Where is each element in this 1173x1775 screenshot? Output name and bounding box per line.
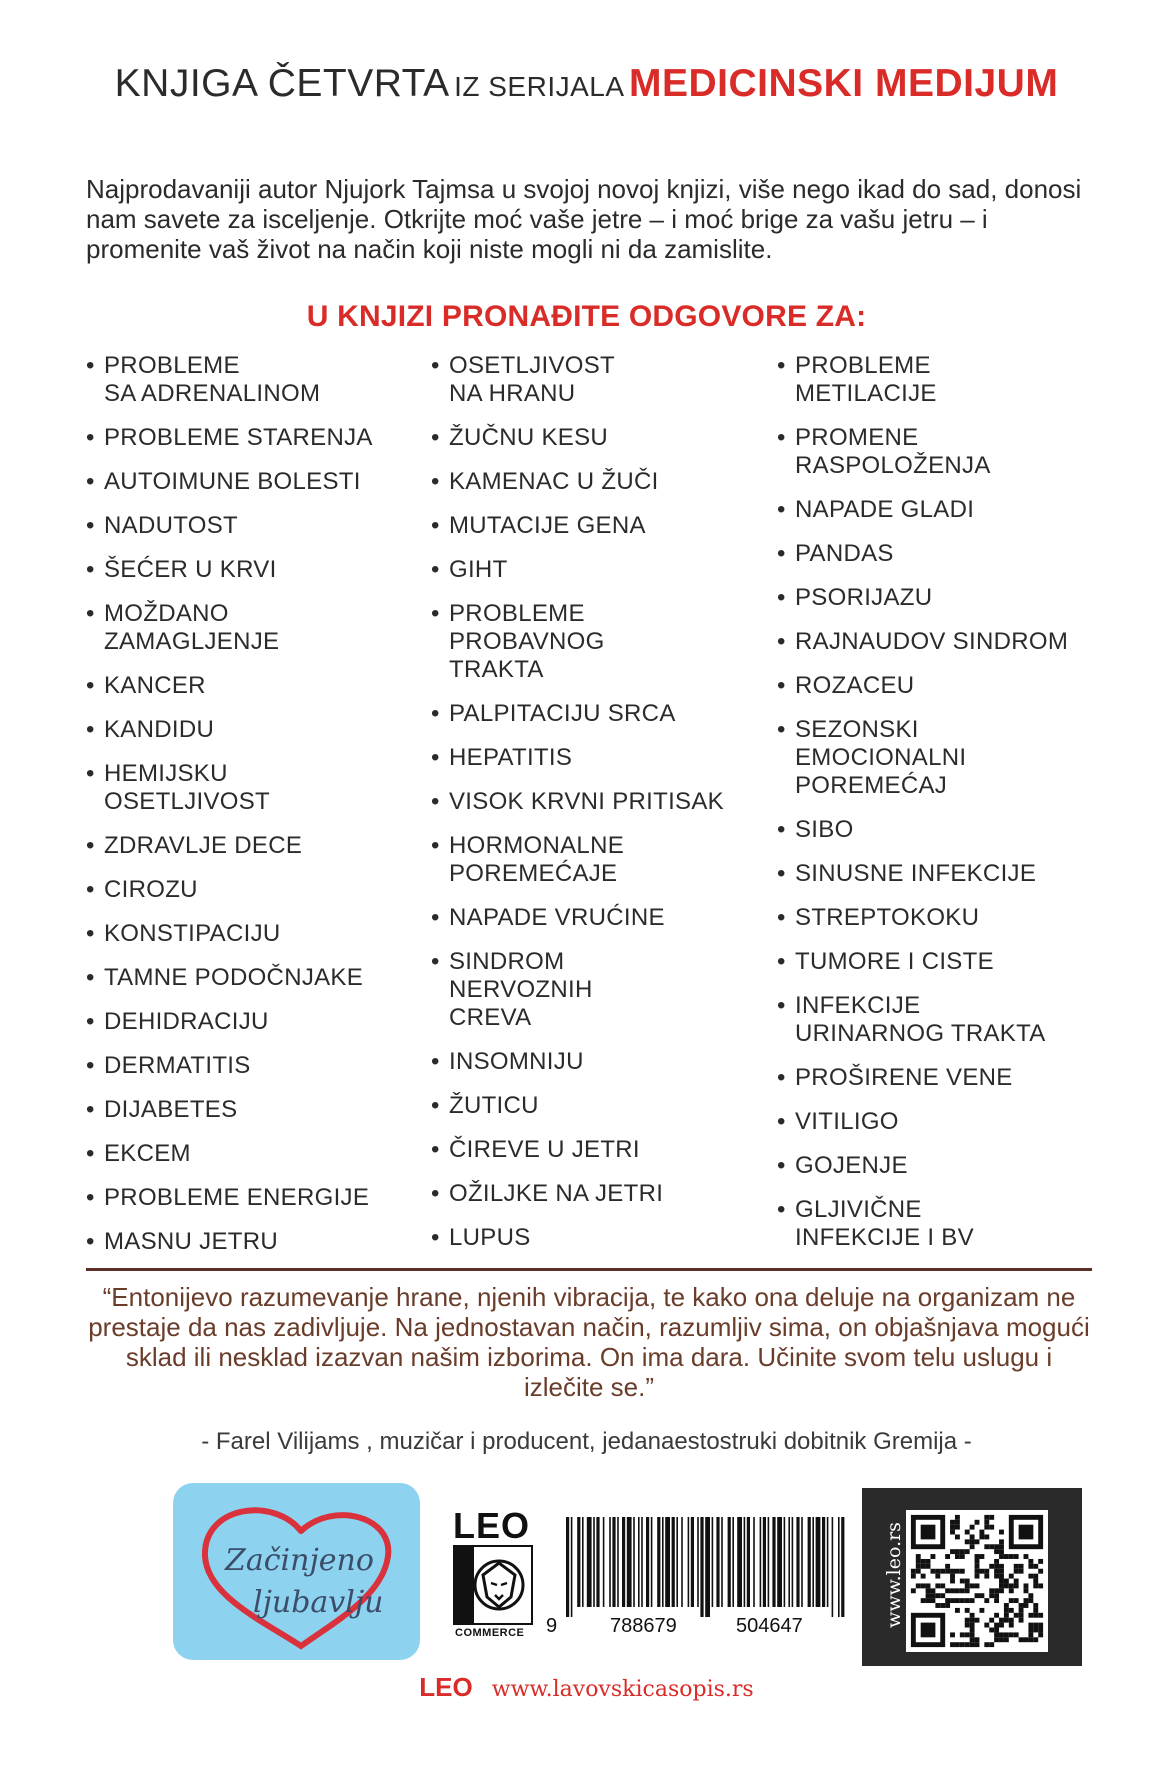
quote-attribution: - Farel Vilijams , muzičar i producent, jedanaestostruki dobitnik Gremija - (201, 1428, 972, 1455)
barcode-bar (808, 1517, 811, 1607)
topic-item: • CIROZU (86, 876, 416, 904)
barcode-bar (681, 1517, 683, 1607)
barcode-bar (582, 1517, 584, 1607)
barcode-bar (796, 1517, 799, 1607)
topic-item: • DIJABETES (86, 1096, 416, 1124)
barcode-bar (705, 1517, 710, 1617)
barcode-bar (700, 1517, 703, 1617)
barcode-left-digits: 788679 (610, 1615, 677, 1637)
barcode-bar (737, 1517, 742, 1607)
topics-column-1 (86, 352, 416, 1272)
barcode-bar (716, 1517, 719, 1607)
topic-item: • DERMATITIS (86, 1052, 416, 1080)
barcode-bar (641, 1517, 643, 1607)
barcode-bar (676, 1517, 678, 1607)
topic-item: • VISOK KRVNI PRITISAK (431, 788, 771, 816)
barcode-bar (822, 1517, 825, 1607)
barcode-bar (571, 1517, 573, 1617)
barcode-bar (760, 1517, 762, 1607)
topic-item: • PROŠIRENE VENE (777, 1064, 1157, 1092)
qr-code (906, 1510, 1048, 1652)
leo-commerce-logo (451, 1505, 537, 1645)
footer (0, 1672, 1173, 1703)
topic-item: • HORMONALNE POREMEĆAJE (431, 832, 771, 888)
barcode-bar (728, 1517, 731, 1607)
topic-item: • GIHT (431, 556, 771, 584)
topic-item: • TAMNE PODOČNJAKE (86, 964, 416, 992)
topic-item: • PROMENE RASPOLOŽENJA (777, 424, 1157, 480)
title-series-connector: IZ SERIJALA (454, 71, 625, 102)
barcode-bar (784, 1517, 786, 1607)
topic-item: • NAPADE GLADI (777, 496, 1157, 524)
topic-item: • MUTACIJE GENA (431, 512, 771, 540)
title-series-name: MEDICINSKI MEDIJUM (628, 62, 1059, 105)
topics-column-3 (777, 352, 1157, 1268)
barcode-right-digits: 504647 (736, 1615, 803, 1637)
logo-line-2: ljubavlju (253, 1585, 384, 1620)
topics-column-2 (431, 352, 771, 1268)
topic-item: • ROZACEU (777, 672, 1157, 700)
barcode-bar (566, 1517, 569, 1617)
barcode-bar (657, 1517, 660, 1607)
intro-paragraph: Najprodavaniji autor Njujork Tajmsa u svojoj novoj knjizi, više nego ikad do sad, donosi nam savete za isceljenje. Otkrijte moć vaše jetre – i moć brige za vašu jetru – i promenite vaš život na način koji niste mogli ni da zamislite. (86, 174, 1082, 264)
cover-title (0, 62, 1173, 106)
topic-item: • PSORIJAZU (777, 584, 1157, 612)
barcode-bar (662, 1517, 664, 1607)
topic-item: • KONSTIPACIJU (86, 920, 416, 948)
topic-item: • PALPITACIJU SRCA (431, 700, 771, 728)
topic-item: • ŽUTICU (431, 1092, 771, 1120)
isbn-barcode (546, 1517, 846, 1640)
topic-item: • OŽILJKE NA JETRI (431, 1180, 771, 1208)
barcode-bar (593, 1517, 595, 1607)
barcode-bar (712, 1517, 714, 1607)
barcode-bar (665, 1517, 670, 1607)
footer-leo-logo: LEO (419, 1672, 473, 1702)
barcode-bar (768, 1517, 770, 1607)
qr-code-panel (862, 1488, 1082, 1666)
topic-item: • LUPUS (431, 1224, 771, 1252)
barcode-bar (721, 1517, 723, 1607)
footer-website-link[interactable]: www.lavovskicasopis.rs (491, 1677, 754, 1702)
barcode-bar (744, 1517, 746, 1607)
barcode-bar (596, 1517, 599, 1607)
topic-item: • PANDAS (777, 540, 1157, 568)
qr-website-label: www.leo.rs (883, 1522, 905, 1628)
topic-item: • KANCER (86, 672, 416, 700)
barcode-bar (772, 1517, 775, 1607)
topic-item: • DEHIDRACIJU (86, 1008, 416, 1036)
topic-item: • HEMIJSKU OSETLJIVOST (86, 760, 416, 816)
barcode-bar (777, 1517, 782, 1607)
divider (86, 1268, 1092, 1271)
barcode-bar (587, 1517, 592, 1607)
barcode-bar (747, 1517, 750, 1607)
topic-item: • ŽUČNU KESU (431, 424, 771, 452)
barcode-bar (622, 1517, 625, 1607)
barcode-bar (612, 1517, 615, 1607)
barcode-bar (697, 1517, 699, 1607)
topic-item: • ŠEĆER U KRVI (86, 556, 416, 584)
list-heading: U KNJIZI PRONAĐITE ODGOVORE ZA: (306, 300, 867, 333)
topic-item: • SEZONSKI EMOCIONALNI POREMEĆAJ (777, 716, 1157, 800)
topic-item: • EKCEM (86, 1140, 416, 1168)
topic-item: • OSETLJIVOST NA HRANU (431, 352, 771, 408)
topic-item: • PROBLEME SA ADRENALINOM (86, 352, 416, 408)
barcode-bar (603, 1517, 605, 1607)
topic-item: • PROBLEME PROBAVNOG TRAKTA (431, 600, 771, 684)
topic-item: • GLJIVIČNE INFEKCIJE I BV (777, 1196, 1157, 1252)
topic-item: • STREPTOKOKU (777, 904, 1157, 932)
topic-item: • ZDRAVLJE DECE (86, 832, 416, 860)
topic-item: • GOJENJE (777, 1152, 1157, 1180)
barcode-bar (792, 1517, 794, 1607)
topic-item: • NADUTOST (86, 512, 416, 540)
topic-item: • INFEKCIJE URINARNOG TRAKTA (777, 992, 1157, 1048)
barcode-bar (638, 1517, 640, 1607)
barcode-bar (577, 1517, 580, 1607)
barcode-bar (732, 1517, 734, 1607)
zacinjeno-ljubavlju-logo (173, 1483, 420, 1660)
topic-item: • VITILIGO (777, 1108, 1157, 1136)
barcode-bars (546, 1517, 846, 1617)
leo-logo-subtext: COMMERCE (455, 1627, 525, 1639)
barcode-bar (651, 1517, 653, 1607)
topic-item: • PROBLEME ENERGIJE (86, 1184, 416, 1212)
title-book-number: KNJIGA ČETVRTA (114, 62, 450, 105)
barcode-bar (801, 1517, 803, 1607)
barcode-bar (816, 1517, 821, 1607)
barcode-bar (633, 1517, 635, 1607)
barcode-bar (812, 1517, 814, 1607)
topic-item: • KANDIDU (86, 716, 416, 744)
barcode-bar (832, 1517, 834, 1617)
barcode-bar (627, 1517, 632, 1607)
leo-logo-text: LEO (453, 1505, 531, 1546)
lion-icon (453, 1545, 533, 1625)
barcode-bar (646, 1517, 649, 1607)
barcode-bar (763, 1517, 766, 1607)
topic-item: • NAPADE VRUĆINE (431, 904, 771, 932)
topic-item: • MASNU JETRU (86, 1228, 416, 1256)
barcode-bar (688, 1517, 690, 1607)
barcode-bar (691, 1517, 694, 1607)
topic-item: • INSOMNIJU (431, 1048, 771, 1076)
logo-line-1: Začinjeno (225, 1543, 374, 1578)
topic-item: • AUTOIMUNE BOLESTI (86, 468, 416, 496)
topic-item: • HEPATITIS (431, 744, 771, 772)
topic-item: • PROBLEME METILACIJE (777, 352, 1157, 408)
topic-item: • ČIREVE U JETRI (431, 1136, 771, 1164)
endorsement-quote: “Entonijevo razumevanje hrane, njenih vibracija, te kako ona deluje na organizam ne prestaje da nas zadivljuje. Na jednostavan način, razumljiv sima, on objašnjava mogući sklad ili nesklad izazvan našim izborima. On ima dara. Učinite svom telu uslugu i izlečite se.” (88, 1282, 1090, 1402)
barcode-bar (617, 1517, 619, 1607)
barcode-bar (753, 1517, 755, 1607)
barcode-bar (841, 1517, 844, 1617)
topic-item: • SINUSNE INFEKCIJE (777, 860, 1157, 888)
topic-item: • MOŽDANO ZAMAGLJENJE (86, 600, 416, 656)
barcode-bar (672, 1517, 675, 1607)
topic-item: • PROBLEME STARENJA (86, 424, 416, 452)
topic-item: • TUMORE I CISTE (777, 948, 1157, 976)
barcode-bar (788, 1517, 790, 1607)
barcode-bar (838, 1517, 840, 1617)
topic-item: • RAJNAUDOV SINDROM (777, 628, 1157, 656)
barcode-bar (827, 1517, 829, 1607)
topic-item: • SINDROM NERVOZNIH CREVA (431, 948, 771, 1032)
topic-item: • SIBO (777, 816, 1157, 844)
barcode-bar (609, 1517, 611, 1607)
topic-item: • KAMENAC U ŽUČI (431, 468, 771, 496)
barcode-first-digit: 9 (546, 1615, 558, 1637)
